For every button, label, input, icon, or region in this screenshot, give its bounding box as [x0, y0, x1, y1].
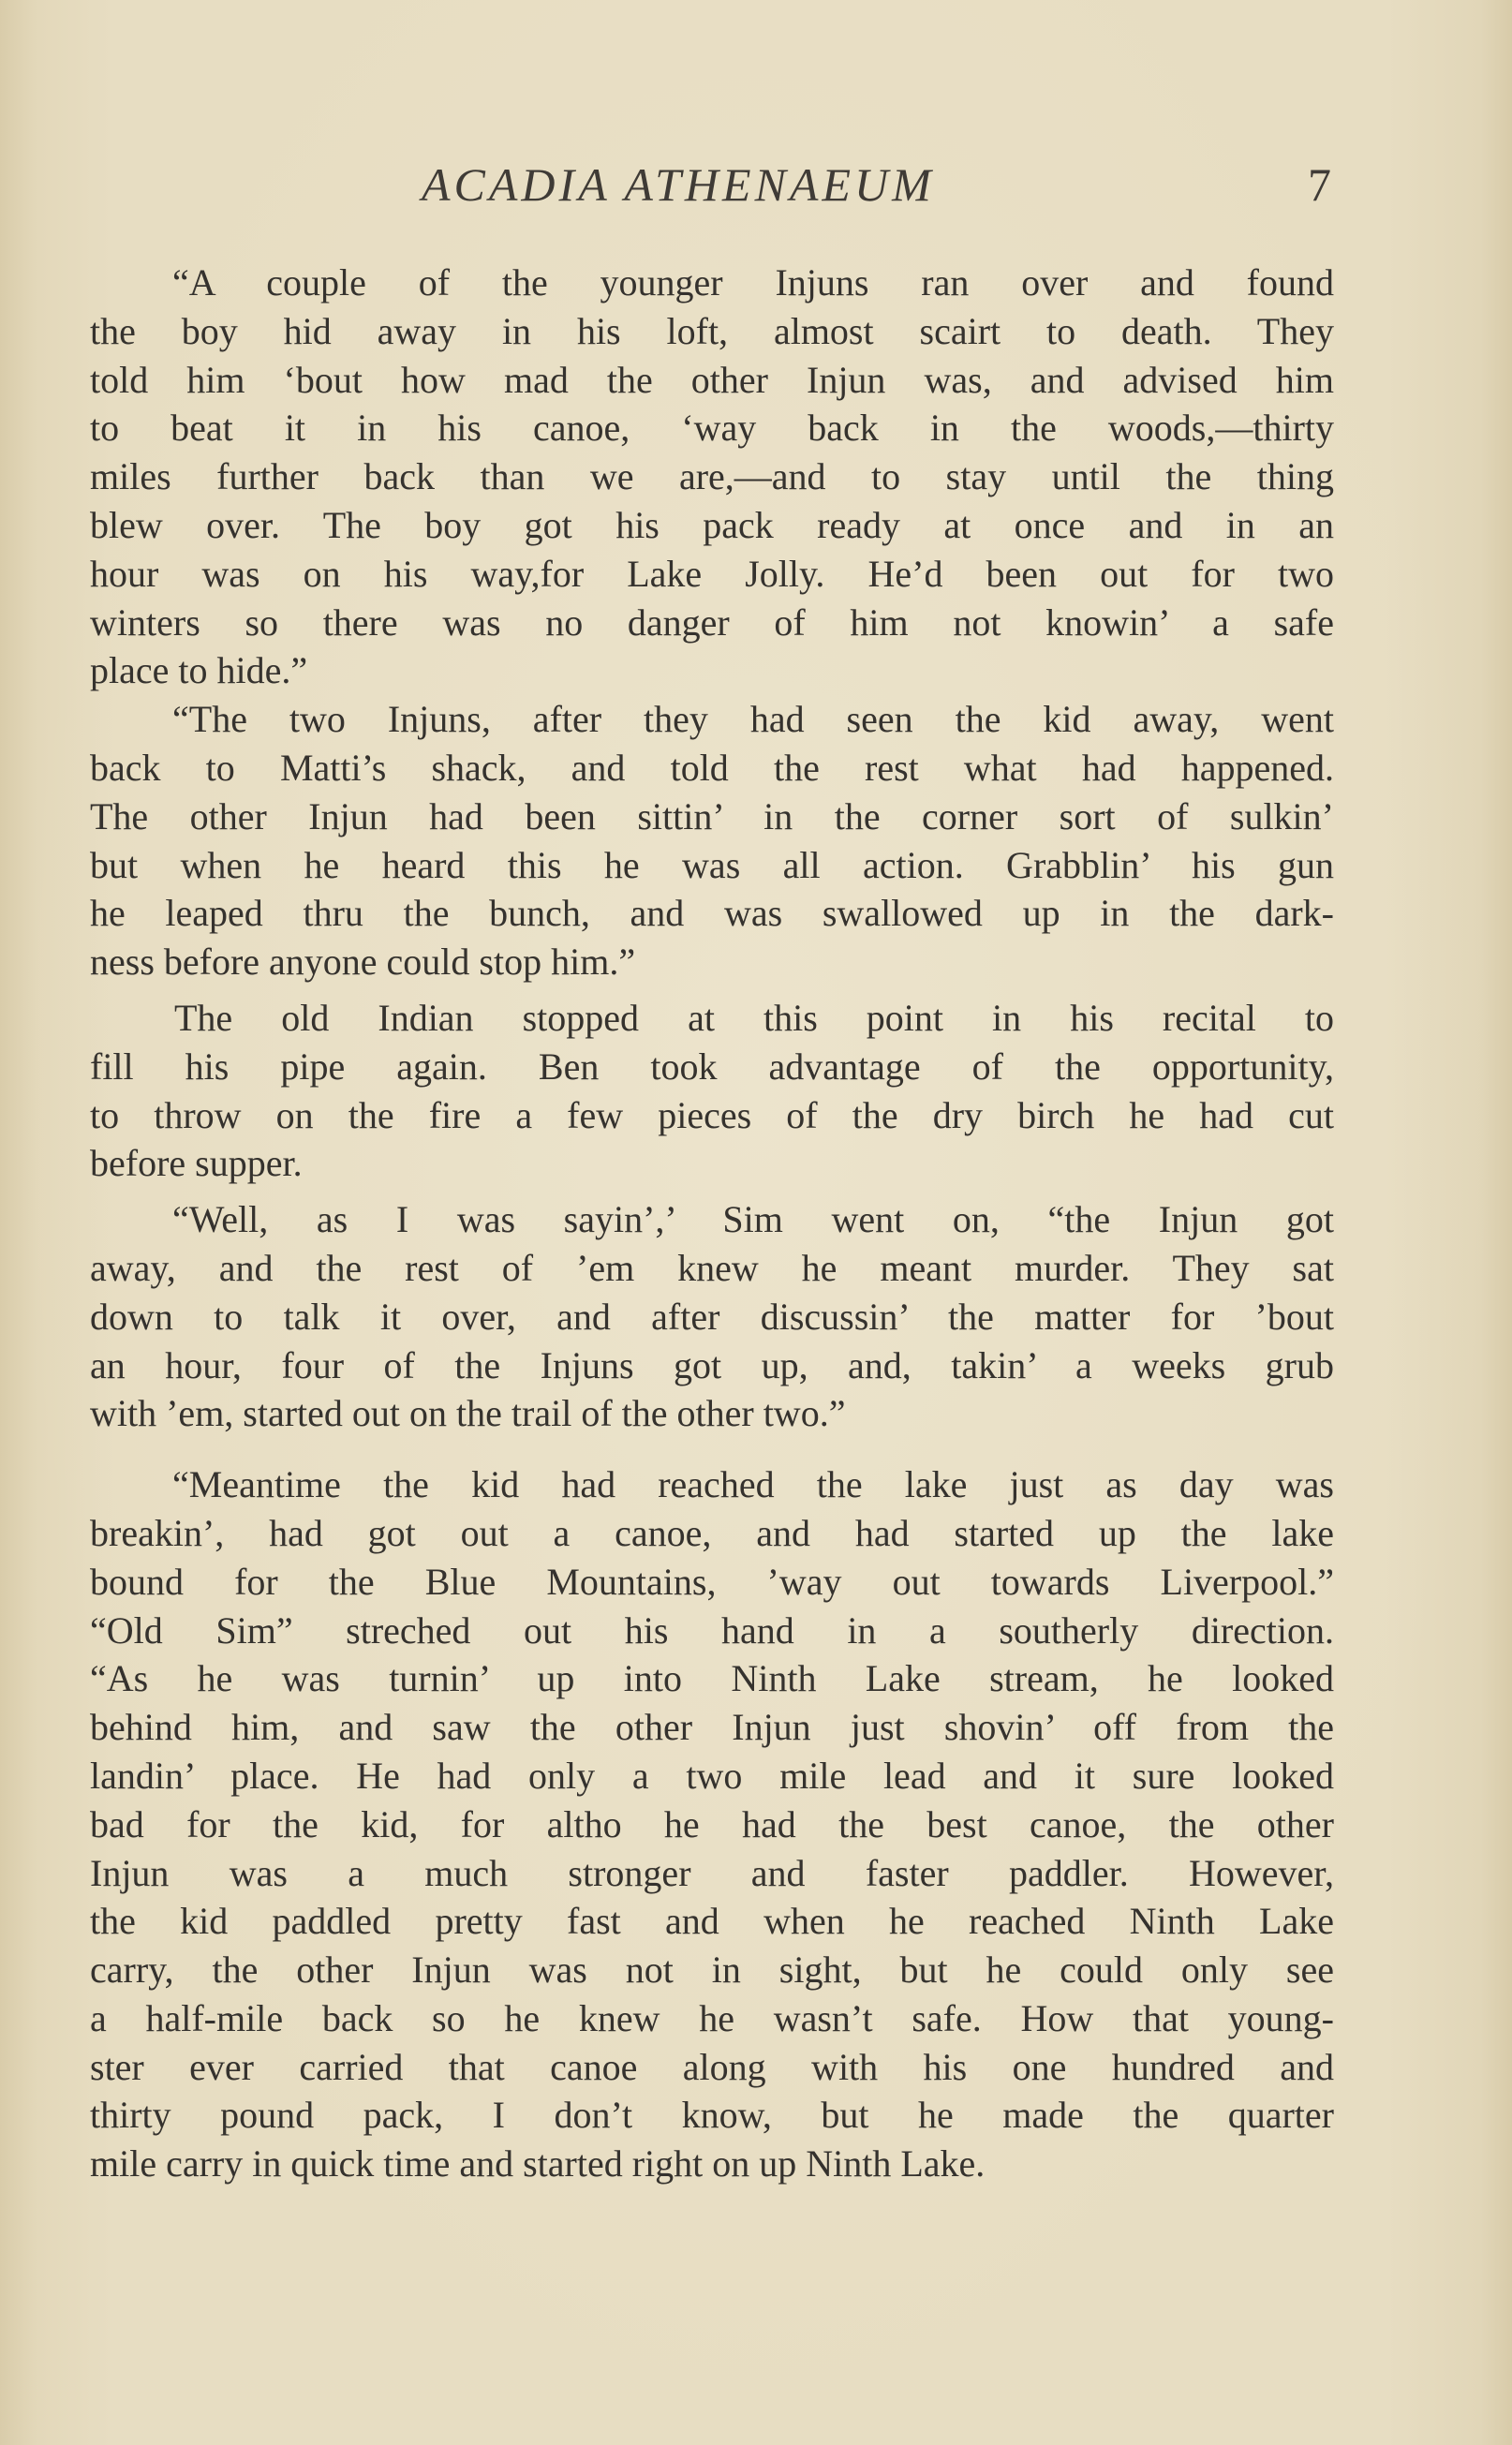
text-line: bound for the Blue Mountains, ’way out towards Liverpool.” [90, 1560, 1334, 1603]
text-line: miles further back than we are,—and to stay until the thing [90, 455, 1334, 498]
text-line: he leaped thru the bunch, and was swallowed up in the dark- [90, 892, 1334, 935]
text-line: thirty pound pack, I don’t know, but he made the quarter [90, 2094, 1334, 2137]
text-line: the boy hid away in his loft, almost scairt to death. They [90, 309, 1334, 352]
text-line: the kid paddled pretty fast and when he reached Ninth Lake [90, 1900, 1334, 1943]
text-line: Injun was a much stronger and faster paddler. However, [90, 1851, 1334, 1894]
paragraph-5 [90, 1460, 1334, 2188]
text-line: a half-mile back so he knew he wasn’t safe. How that young- [90, 1996, 1334, 2039]
page-number: 7 [1308, 158, 1331, 211]
text-line: The old Indian stopped at this point in his recital to [174, 996, 1334, 1039]
text-line: ness before anyone could stop him.” [90, 941, 636, 984]
text-line: but when he heard this he was all action. Grabblin’ his gun [90, 843, 1334, 886]
text-line: breakin’, had got out a canoe, and had started up the lake [90, 1511, 1334, 1554]
text-line: mile carry in quick time and started right on up Ninth Lake. [90, 2142, 986, 2186]
page-header [0, 157, 1512, 223]
text-line: told him ‘bout how mad the other Injun was, and advised him [90, 358, 1334, 401]
text-line: “A couple of the younger Injuns ran over and found [172, 261, 1334, 304]
text-line: carry, the other Injun was not in sight, but he could only see [90, 1949, 1334, 1992]
text-line: away, and the rest of ’em knew he meant murder. They sat [90, 1246, 1334, 1289]
text-line: fill his pipe again. Ben took advantage of the opportunity, [90, 1045, 1334, 1088]
running-title: ACADIA ATHENAEUM [422, 158, 935, 211]
text-line: before supper. [90, 1142, 303, 1185]
paragraph-4 [90, 1195, 1334, 1438]
text-line: “The two Injuns, after they had seen the kid away, went [172, 698, 1334, 741]
body-text [90, 259, 1334, 2188]
text-line: down to talk it over, and after discussin’ the matter for ’bout [90, 1295, 1334, 1338]
text-line: with ’em, started out on the trail of the other two.” [90, 1392, 846, 1435]
text-line: “Meantime the kid had reached the lake just as day was [172, 1463, 1334, 1506]
text-line: bad for the kid, for altho he had the best canoe, the other [90, 1802, 1334, 1845]
text-line: an hour, four of the Injuns got up, and, takin’ a weeks grub [90, 1343, 1334, 1386]
text-line: The other Injun had been sittin’ in the corner sort of sulkin’ [90, 794, 1334, 837]
text-line: to throw on the fire a few pieces of the dry birch he had cut [90, 1093, 1334, 1136]
text-line: place to hide.” [90, 649, 308, 692]
text-line: ster ever carried that canoe along with his one hundred and [90, 2045, 1334, 2088]
paragraph-1 [90, 259, 1334, 695]
text-line: blew over. The boy got his pack ready at once and in an [90, 503, 1334, 546]
paragraph-2 [90, 695, 1334, 986]
text-line: back to Matti’s shack, and told the rest what had happened. [90, 746, 1334, 789]
text-line: winters so there was no danger of him not knowin’ a safe [90, 600, 1334, 644]
text-line: behind him, and saw the other Injun just shovin’ off from the [90, 1706, 1334, 1749]
text-line: landin’ place. He had only a two mile lead and it sure looked [90, 1754, 1334, 1797]
text-line: “As he was turnin’ up into Ninth Lake stream, he looked [90, 1657, 1334, 1700]
paragraph-3 [90, 994, 1334, 1188]
text-line: “Well, as I was sayin’,’ Sim went on, “the Injun got [172, 1198, 1334, 1241]
text-line: to beat it in his canoe, ‘way back in the woods,—thirty [90, 407, 1334, 450]
text-line: “Old Sim” streched out his hand in a southerly direction. [90, 1608, 1334, 1652]
text-line: hour was on his way,for Lake Jolly. He’d been out for two [90, 552, 1334, 595]
